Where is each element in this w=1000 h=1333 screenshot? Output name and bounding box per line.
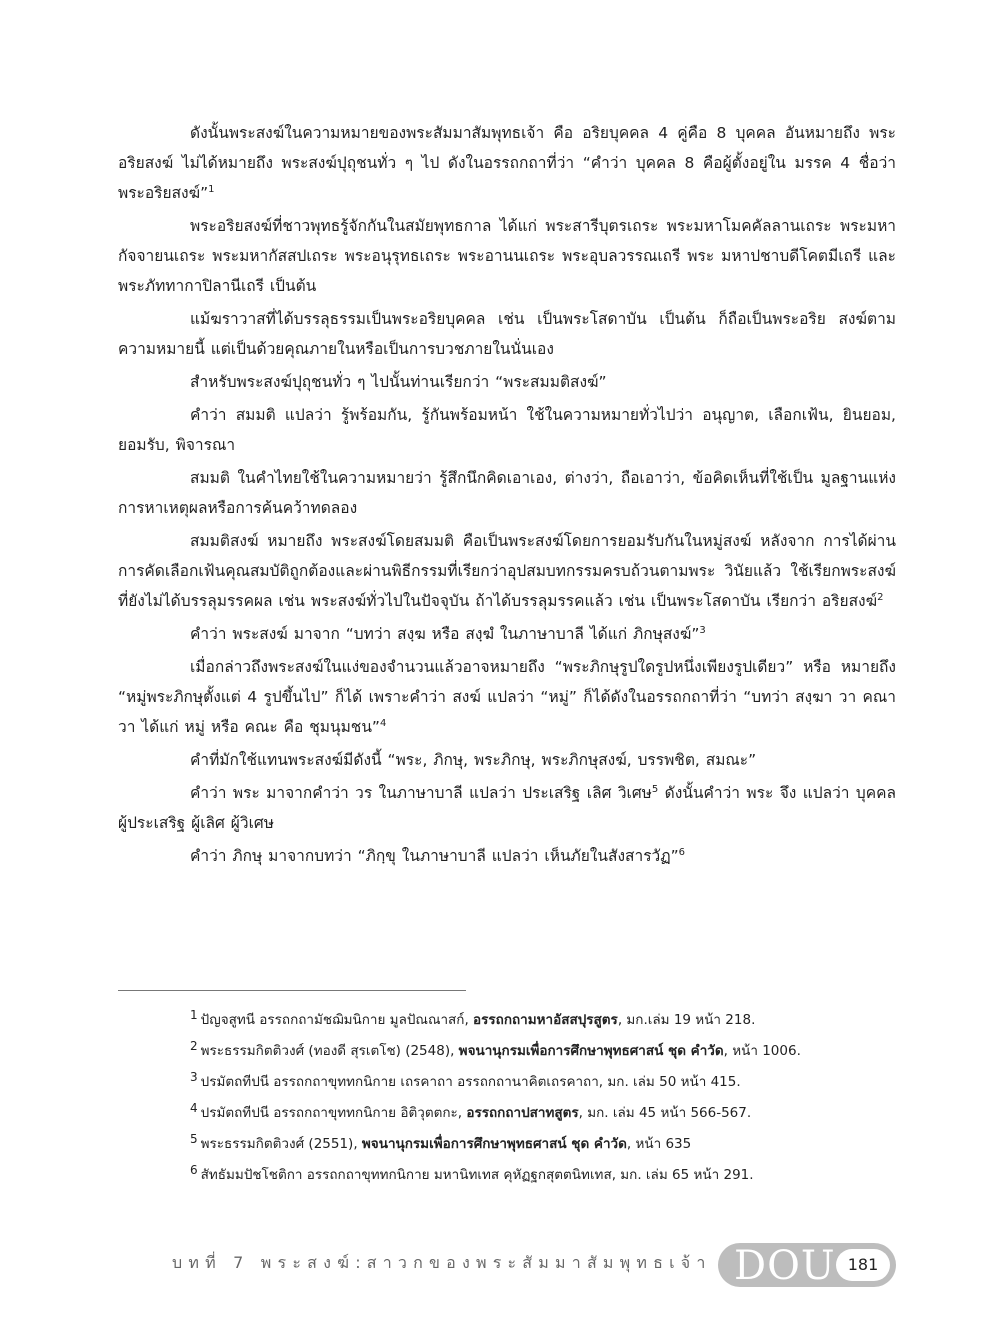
- footnote-ref: 3: [699, 624, 706, 636]
- paragraph: คำที่มักใช้แทนพระสงฆ์มีดังนี้ “พระ, ภิกษุ, พระภิกษุ, พระภิกษุสงฆ์, บรรพชิต, สมณะ”: [190, 751, 757, 769]
- dou-logo: DOU: [734, 1243, 836, 1289]
- paragraph: คำว่า พระ มาจากคำว่า วร ในภาษาบาลี แปลว่า ประเสริฐ เลิศ วิเศษ$^5$ ดังนั้นคำว่า พระ จึง แปลว่า บุคคลผู้ประเสริฐ ผู้เลิศ ผู้วิเศษ: [118, 783, 896, 832]
- footnote: $^4$ ปรมัตถทีปนี อรรถกถาขุททกนิกาย อิติวุตตกะ, อรรถกถาปสาทสูตร, มก. เล่ม 45 หน้า 566-567.: [190, 1100, 752, 1121]
- paragraph: เมื่อกล่าวถึงพระสงฆ์ในแง่ของจำนวนแล้วอาจหมายถึง “พระภิกษุรูปใดรูปหนึ่งเพียงรูปเดียว” หรือ หมายถึง “หมู่พระภิกษุตั้งแต่ 4 รูปขึ้นไป” ก็ได้ เพราะคำว่า สงฆ์ แปลว่า “หมู่” ก็ได้ดังในอรรถกถาที่ว่า “บทว่า สงฺฆา วา คณา วา ได้แก่ หมู่ หรือ คณะ คือ ชุมนุมชน”$^4$: [118, 658, 896, 736]
- paragraph: คำว่า ภิกษุ มาจากบทว่า “ภิกฺขุ ในภาษาบาลี แปลว่า เห็นภัยในสังสารวัฏ”$^6$: [190, 846, 686, 865]
- paragraph: แม้ฆราวาสที่ได้บรรลุธรรมเป็นพระอริยบุคคล เช่น เป็นพระโสดาบัน เป็นต้น ก็ถือเป็นพระอริย สงฆ์ตามความหมายนี้ แต่เป็นด้วยคุณภายในหรือเป็นการบวชภายในนั่นเอง: [118, 310, 896, 358]
- paragraph: สำหรับพระสงฆ์ปุถุชนทั่ว ๆ ไปนั้นท่านเรียกว่า “พระสมมติสงฆ์”: [190, 373, 607, 391]
- footnote: $^2$ พระธรรมกิตติวงศ์ (ทองดี สุรเตโช) (2548), พจนานุกรมเพื่อการศึกษาพุทธศาสน์ ชุด คำวัด, หน้า 1006.: [190, 1038, 801, 1059]
- footnotes: [190, 1007, 910, 1196]
- footnote: $^6$ สัทธัมมปัชโชติกา อรรถกถาขุททกนิกาย มหานิทเทส คุหัฏฐกสุตตนิทเทส, มก. เล่ม 65 หน้า 291.: [190, 1162, 754, 1183]
- paragraph: คำว่า สมมติ แปลว่า รู้พร้อมกัน, รู้กันพร้อมหน้า ใช้ในความหมายทั่วไปว่า อนุญาต, เลือกเฟ้น, ยินยอม, ยอมรับ, พิจารณา: [118, 406, 896, 454]
- page-badge: [718, 1243, 896, 1287]
- footnote-ref: 5: [651, 783, 659, 795]
- footnote-ref: 2: [877, 591, 884, 603]
- footnote-divider: [118, 990, 466, 991]
- paragraph: สมมติ ในคำไทยใช้ในความหมายว่า รู้สึกนึกคิดเอาเอง, ต่างว่า, ถือเอาว่า, ข้อคิดเห็นที่ใช้เป็น มูลฐานแห่งการหาเหตุผลหรือการค้นคว้าทดลอง: [118, 469, 896, 517]
- footnote: $^1$ ปัญจสูทนี อรรถกถามัชฌิมนิกาย มูลปัณณาสก์, อรรถกถามหาอัสสปุรสูตร, มก.เล่ม 19 หน้า 218.: [190, 1007, 756, 1028]
- footnote-ref: 6: [678, 846, 686, 858]
- page-number: 181: [836, 1249, 890, 1281]
- footnote-ref: 4: [379, 717, 387, 729]
- paragraph: พระอริยสงฆ์ที่ชาวพุทธรู้จักกันในสมัยพุทธกาล ได้แก่ พระสารีบุตรเถระ พระมหาโมคคัลลานเถระ พระมหากัจจายนเถระ พระมหากัสสปเถระ พระอนุรุทธเถระ พระอานนเถระ พระอุบลวรรณเถรี พระ มหาปชาบดีโคตมีเถรี และ พระภัททากาปิลานีเถรี เป็นต้น: [118, 217, 896, 295]
- footnote: $^3$ ปรมัตถทีปนี อรรถกถาขุททกนิกาย เถรคาถา อรรถกถานาคิตเถรคาถา, มก. เล่ม 50 หน้า 415.: [190, 1069, 741, 1090]
- paragraph: คำว่า พระสงฆ์ มาจาก “บทว่า สงฺฆ หรือ สงฺฆํ ในภาษาบาลี ได้แก่ ภิกษุสงฆ์”$^3$: [190, 624, 706, 643]
- footnote: $^5$ พระธรรมกิตติวงศ์ (2551), พจนานุกรมเพื่อการศึกษาพุทธศาสน์ ชุด คำวัด, หน้า 635: [190, 1131, 692, 1152]
- footnote-ref: 1: [208, 183, 215, 195]
- paragraph: สมมติสงฆ์ หมายถึง พระสงฆ์โดยสมมติ คือเป็นพระสงฆ์โดยการยอมรับกันในหมู่สงฆ์ หลังจาก การได้ผ่านการคัดเลือกเฟ้นคุณสมบัติถูกต้องและผ่านพิธีกรรมที่เรียกว่าอุปสมบทกรรมครบถ้วนตามพระ วินัยแล้ว ใช้เรียกพระสงฆ์ที่ยังไม่ได้บรรลุมรรคผล เช่น พระสงฆ์ทั่วไปในปัจจุบัน ถ้าได้บรรลุมรรคแล้ว เช่น เป็นพระโสดาบัน เรียกว่า อริยสงฆ์$^2$: [118, 532, 896, 610]
- paragraph: ดังนั้นพระสงฆ์ในความหมายของพระสัมมาสัมพุทธเจ้า คือ อริยบุคคล 4 คู่คือ 8 บุคคล อันหมายถึง พระอริยสงฆ์ ไม่ได้หมายถึง พระสงฆ์ปุถุชนทั่ว ๆ ไป ดังในอรรถกถาที่ว่า “คำว่า บุคคล 8 คือผู้ตั้งอยู่ใน มรรค 4 ชื่อว่า พระอริยสงฆ์”$^1$: [118, 124, 896, 202]
- chapter-title-footer: บทที่ 7 พระสงฆ์:สาวกของพระสัมมาสัมพุทธเจ้า: [172, 1253, 712, 1272]
- body-text: [118, 118, 896, 874]
